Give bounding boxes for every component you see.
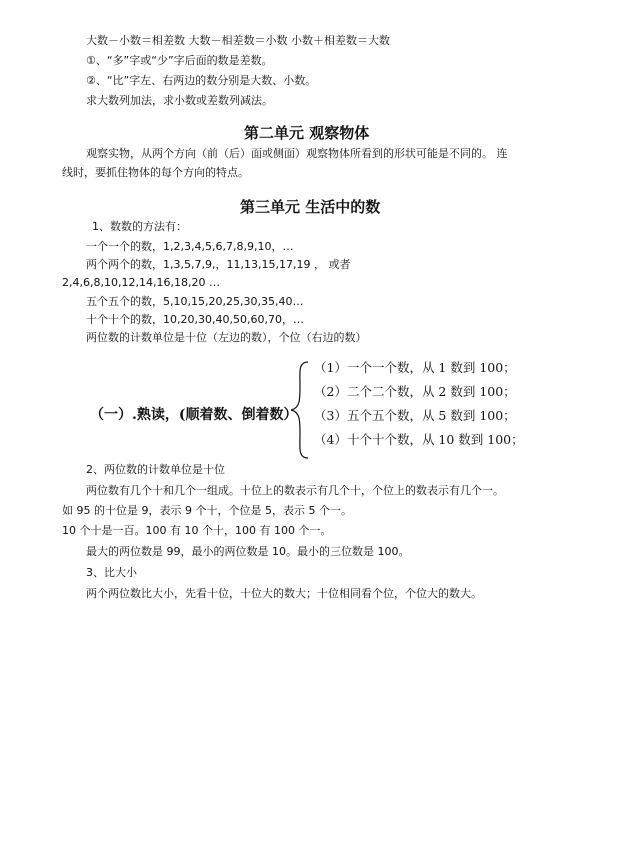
- intro-line-4: 求大数列加法，求小数或差数列减法。: [86, 94, 273, 107]
- place-value-note: 两位数的计数单位是十位（左边的数），个位（右边的数）: [86, 331, 367, 344]
- unit3-section-3: 3、比大小: [86, 566, 137, 579]
- count-by-fives: 五个五个的数，5,10,15,20,25,30,35,40…: [86, 295, 304, 308]
- intro-line-2: ①、“多”字或“少”字后面的数是差数。: [86, 54, 273, 67]
- intro-line-1: 大数－小数＝相差数 大数－相差数＝小数 小数＋相差数＝大数: [86, 34, 390, 47]
- unit3-para-2: 如 95 的十位是 9，表示 9 个十，个位是 5，表示 5 个一。: [62, 504, 352, 517]
- brace-item-1: （1）一个一个数，从 1 数到 100；: [314, 360, 516, 375]
- unit2-title: 第二单元 观察物体: [244, 124, 370, 142]
- unit2-para-2: 线时，要抓住物体的每个方向的特点。: [62, 166, 249, 179]
- intro-line-3: ②、“比”字左、右两边的数分别是大数、小数。: [86, 74, 317, 87]
- brace-item-4: （4）十个十个数，从 10 数到 100；: [314, 432, 524, 447]
- count-by-tens: 十个十个的数，10,20,30,40,50,60,70，…: [86, 313, 304, 326]
- unit3-section-1: 1、数数的方法有：: [92, 220, 187, 233]
- unit3-section-2: 2、两位数的计数单位是十位: [86, 463, 225, 476]
- unit3-para-3: 10 个十是一百。100 有 10 个十，100 有 100 个一。: [62, 524, 332, 537]
- count-by-ones: 一个一个的数，1,2,3,4,5,6,7,8,9,10，…: [86, 240, 294, 253]
- unit3-para-1: 两位数有几个十和几个一组成。十位上的数表示有几个十，个位上的数表示有几个一。: [86, 484, 504, 497]
- unit3-para-5: 两个两位数比大小，先看十位，十位大的数大；十位相同看个位，个位大的数大。: [86, 587, 482, 600]
- count-by-twos: 两个两个的数，1,3,5,7,9,，11,13,15,17,19 ， 或者: [86, 258, 351, 271]
- unit2-para-1: 观察实物，从两个方向（前（后）面或侧面）观察物体所看到的形状可能是不同的。 连: [86, 147, 508, 160]
- brace-item-3: （3）五个五个数，从 5 数到 100；: [314, 408, 516, 423]
- unit3-title: 第三单元 生活中的数: [240, 198, 381, 216]
- count-by-twos-even: 2,4,6,8,10,12,14,16,18,20 …: [62, 276, 220, 289]
- brace-item-2: （2）二个二个数，从 2 数到 100；: [314, 384, 516, 399]
- unit3-para-4: 最大的两位数是 99，最小的两位数是 10。最小的三位数是 100。: [86, 545, 410, 558]
- curly-brace: [288, 360, 312, 460]
- brace-label: （一）.熟读，(顺着数、倒着数）: [90, 407, 298, 423]
